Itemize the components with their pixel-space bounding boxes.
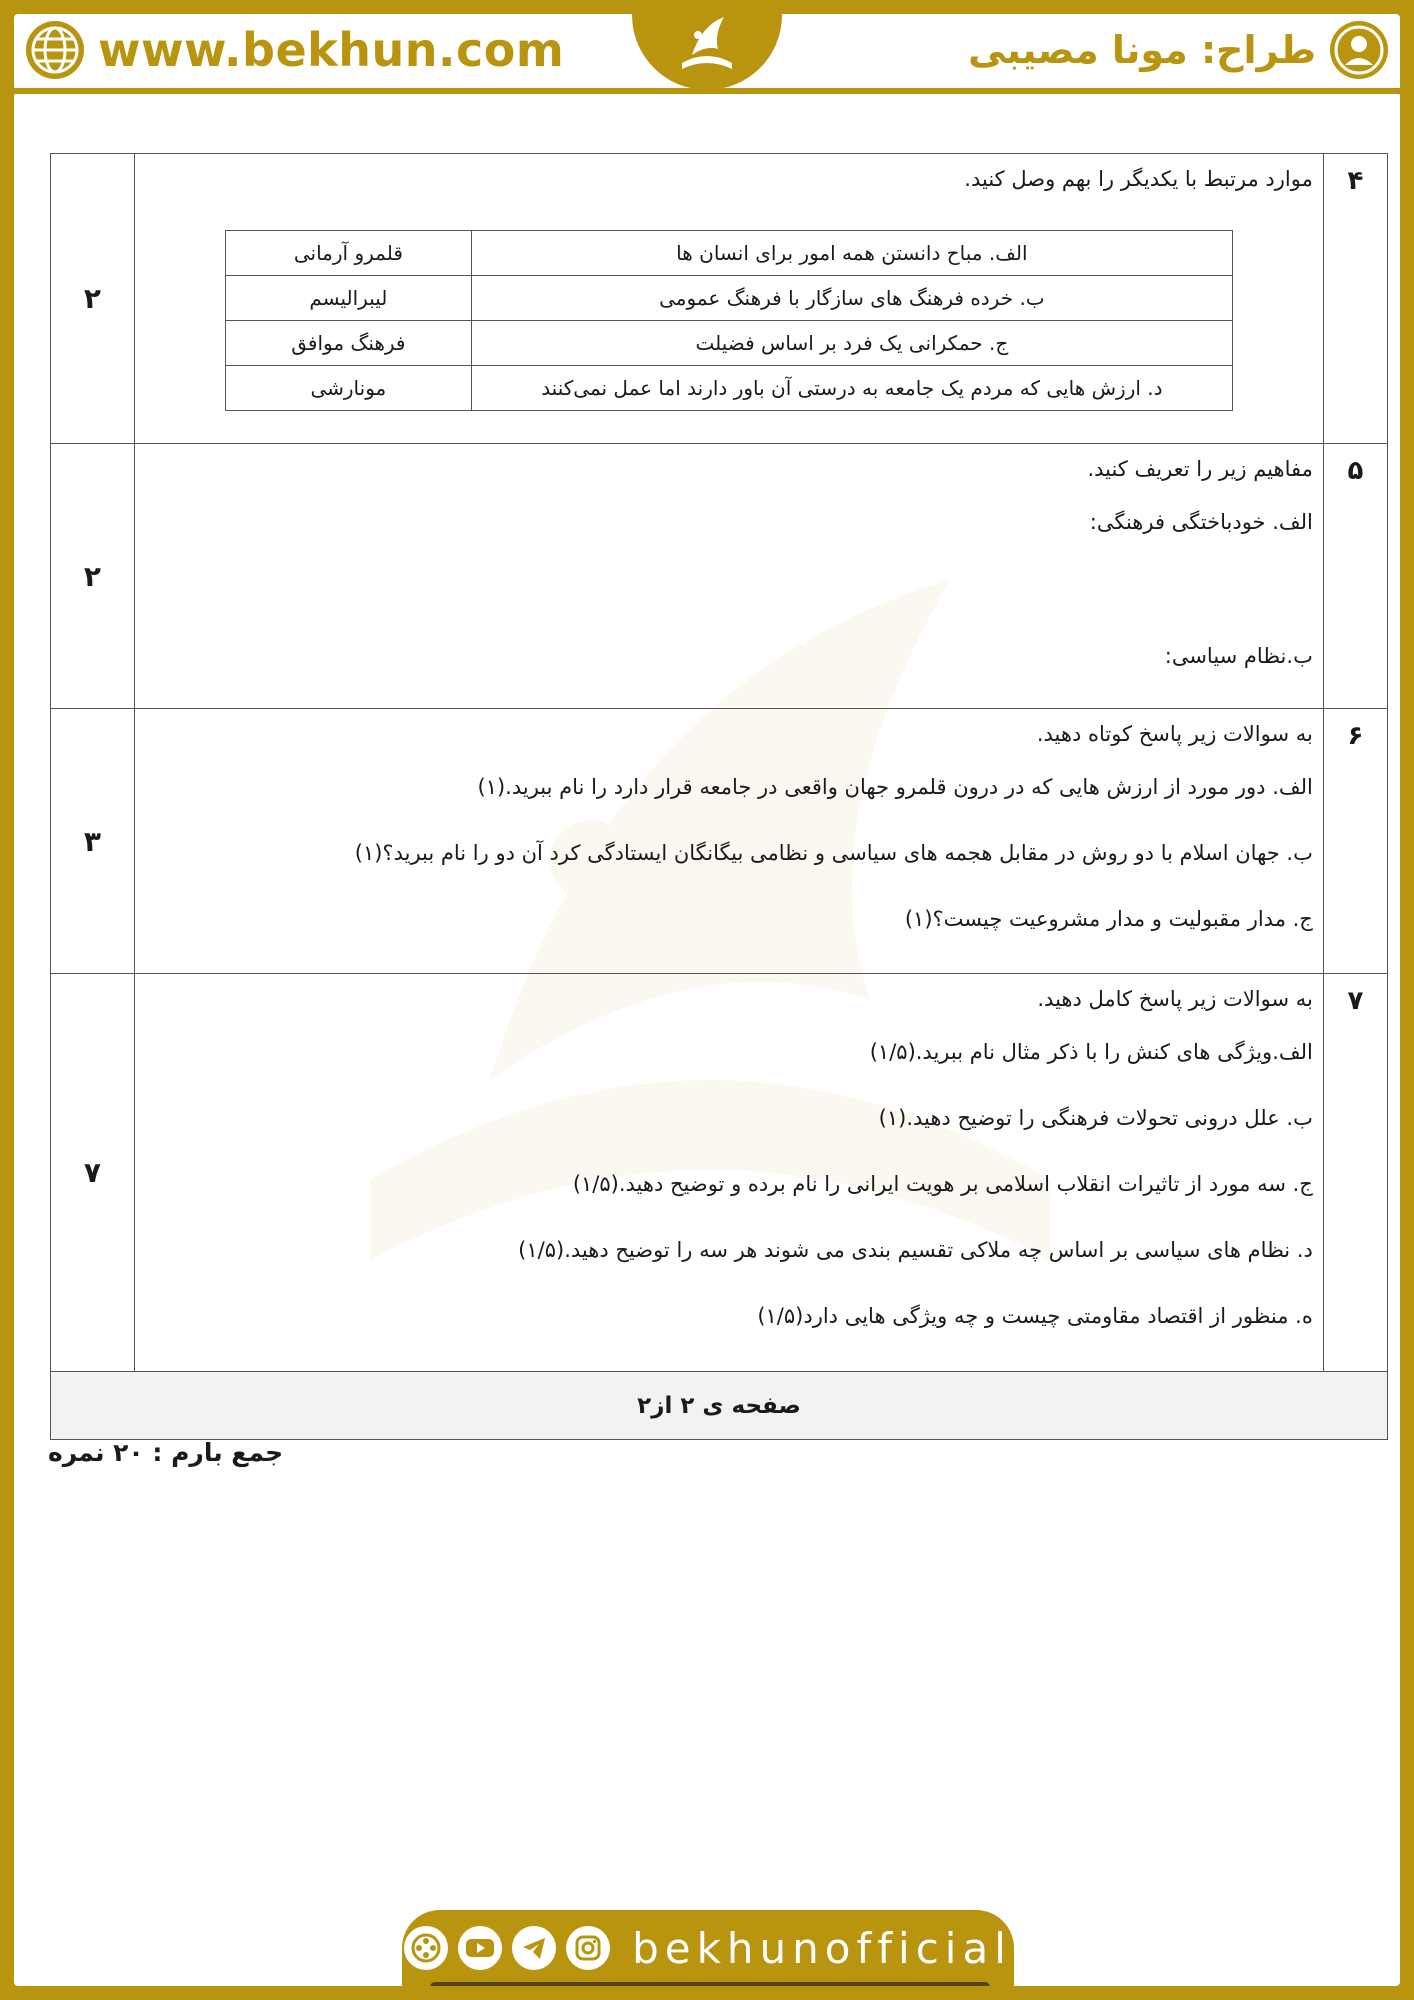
question-number: ۴ bbox=[1323, 154, 1387, 444]
site-url: www.bekhun.com bbox=[98, 23, 565, 77]
question-score: ۷ bbox=[51, 974, 135, 1372]
question-item: الف.ویژگی های کنش را با ذکر مثال نام ببرید.(۱/۵) bbox=[869, 1040, 1313, 1065]
social-handle: bekhunofficial bbox=[632, 1923, 1012, 1973]
exam-table bbox=[50, 153, 1388, 1440]
site-link[interactable] bbox=[26, 20, 564, 80]
question-item: ب. علل درونی تحولات فرهنگی را توضیح دهید.(۱) bbox=[878, 1106, 1313, 1131]
match-row bbox=[225, 231, 1232, 276]
match-term: مونارشی bbox=[225, 366, 471, 411]
youtube-icon[interactable] bbox=[458, 1926, 502, 1970]
question-score: ۲ bbox=[51, 154, 135, 444]
answer-space bbox=[145, 556, 1313, 624]
social-bar[interactable] bbox=[402, 1910, 1014, 1986]
question-prompt: به سوالات زیر پاسخ کامل دهید. bbox=[1037, 987, 1313, 1012]
question-prompt: به سوالات زیر پاسخ کوتاه دهید. bbox=[1036, 722, 1313, 747]
question-item: ج. مدار مقبولیت و مدار مشروعیت چیست؟(۱) bbox=[904, 907, 1313, 932]
match-statement: ب. خرده فرهنگ های سازگار با فرهنگ عمومی bbox=[471, 276, 1232, 321]
bottom-border bbox=[0, 1986, 1414, 2000]
question-item: ه. منظور از اقتصاد مقاومتی چیست و چه ویژگی هایی دارد(۱/۵) bbox=[757, 1304, 1313, 1329]
question-row bbox=[51, 154, 1388, 444]
question-prompt: موارد مرتبط با یکدیگر را بهم وصل کنید. bbox=[964, 167, 1313, 192]
match-term: لیبرالیسم bbox=[225, 276, 471, 321]
match-term: قلمرو آرمانی bbox=[225, 231, 471, 276]
match-row bbox=[225, 366, 1232, 411]
page-number: صفحه ی ۲ از۲ bbox=[51, 1372, 1388, 1440]
designer-name: طراح: مونا مصیبی bbox=[968, 28, 1316, 72]
question-item: الف. دور مورد از ارزش هایی که در درون قلمرو جهان واقعی در جامعه قرار دارد را نام ببرید.(۱) bbox=[477, 775, 1313, 800]
question-body bbox=[134, 974, 1323, 1372]
page-footer-row bbox=[51, 1372, 1388, 1440]
question-item: الف. خودباختگی فرهنگی: bbox=[1089, 510, 1313, 535]
question-body bbox=[134, 709, 1323, 974]
globe-icon bbox=[26, 21, 84, 79]
question-row bbox=[51, 709, 1388, 974]
match-statement: الف. مباح دانستن همه امور برای انسان ها bbox=[471, 231, 1232, 276]
match-row bbox=[225, 276, 1232, 321]
question-row bbox=[51, 444, 1388, 709]
question-number: ۵ bbox=[1323, 444, 1387, 709]
header-rule bbox=[14, 88, 1400, 94]
match-statement: د. ارزش هایی که مردم یک جامعه به درستی آن باور دارند اما عمل نمی‌کنند bbox=[471, 366, 1232, 411]
designer-credit bbox=[968, 20, 1388, 80]
question-item: ب.نظام سیاسی: bbox=[1164, 644, 1313, 669]
instagram-icon[interactable] bbox=[566, 1926, 610, 1970]
telegram-icon[interactable] bbox=[512, 1926, 556, 1970]
matching-table bbox=[225, 230, 1233, 411]
question-number: ۶ bbox=[1323, 709, 1387, 974]
match-statement: ج. حمکرانی یک فرد بر اساس فضیلت bbox=[471, 321, 1232, 366]
question-score: ۲ bbox=[51, 444, 135, 709]
user-icon bbox=[1330, 21, 1388, 79]
match-term: فرهنگ موافق bbox=[225, 321, 471, 366]
question-body bbox=[134, 154, 1323, 444]
question-prompt: مفاهیم زیر را تعریف کنید. bbox=[1087, 457, 1313, 482]
aparat-icon[interactable] bbox=[404, 1926, 448, 1970]
question-body bbox=[134, 444, 1323, 709]
question-row bbox=[51, 974, 1388, 1372]
question-item: ب. جهان اسلام با دو روش در مقابل هجمه های سیاسی و نظامی بیگانگان ایستادگی کرد آن دو را نام ببرید؟(۱) bbox=[354, 841, 1313, 866]
question-item: ج. سه مورد از تاثیرات انقلاب اسلامی بر هویت ایرانی را نام برده و توضیح دهید.(۱/۵) bbox=[572, 1172, 1313, 1197]
question-item: د. نظام های سیاسی بر اساس چه ملاکی تقسیم بندی می شوند هر سه را توضیح دهید.(۱/۵) bbox=[518, 1238, 1313, 1263]
total-score: جمع بارم : ۲۰ نمره bbox=[48, 1438, 284, 1467]
match-row bbox=[225, 321, 1232, 366]
book-logo-icon bbox=[662, 5, 752, 85]
question-score: ۳ bbox=[51, 709, 135, 974]
question-number: ۷ bbox=[1323, 974, 1387, 1372]
